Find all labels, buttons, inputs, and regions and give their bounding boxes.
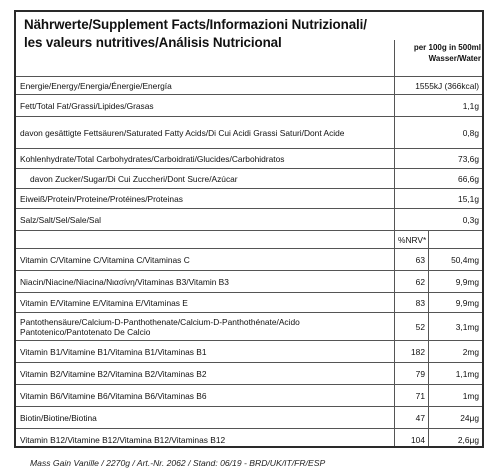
table-row-biotin	[16, 406, 482, 428]
nutrition-facts-panel	[14, 10, 484, 448]
row-amount: 1mg	[428, 385, 482, 406]
row-value: 73,6g	[394, 149, 482, 168]
table-row-pantothenic-acid	[16, 312, 482, 340]
row-nrv: 62	[394, 271, 428, 292]
row-label: Vitamin B12/Vitamine B12/Vitamina B12/Vitaminas B12	[20, 434, 226, 445]
row-label: Niacin/Niacine/Niacina/Νιασίνη/Vitaminas B3/Vitamin B3	[20, 276, 229, 287]
row-label: Eiweiß/Protein/Proteine/Protéines/Proteinas	[20, 193, 183, 204]
row-nrv: 104	[394, 429, 428, 448]
row-value: 1,1g	[394, 95, 482, 116]
row-label: Biotin/Biotine/Biotina	[20, 412, 97, 423]
row-label: Vitamin B6/Vitamine B6/Vitamina B6/Vitaminas B6	[20, 390, 207, 401]
nrv-header: %NRV*	[394, 231, 428, 248]
amount-header-empty	[428, 231, 482, 248]
table-row-vitamin-b12	[16, 428, 482, 448]
table-row-niacin	[16, 270, 482, 292]
row-label: Vitamin B2/Vitamine B2/Vitamina B2/Vitaminas B2	[20, 368, 207, 379]
row-amount: 2mg	[428, 341, 482, 362]
row-label: davon Zucker/Sugar/Di Cui Zuccheri/Dont Sucre/Azúcar	[30, 173, 238, 184]
table-row-nrv-header	[16, 230, 482, 248]
table-row-salt	[16, 208, 482, 230]
row-value: 0,8g	[394, 117, 482, 148]
header-col-line-2: Wasser/Water	[428, 53, 481, 63]
row-label: Salz/Salt/Sel/Sale/Sal	[20, 214, 102, 225]
table-row-vitamin-b1	[16, 340, 482, 362]
table-row-vitamin-c	[16, 248, 482, 270]
row-label: Energie/Energy/Energia/Énergie/Energía	[20, 80, 172, 91]
row-amount: 1,1mg	[428, 363, 482, 384]
table-row-vitamin-b6	[16, 384, 482, 406]
table-row-energy	[16, 76, 482, 94]
row-label: Vitamin C/Vitamine C/Vitamina C/Vitaminas C	[20, 254, 190, 265]
row-nrv: 47	[394, 407, 428, 428]
panel-title	[24, 16, 384, 52]
row-label: Vitamin E/Vitamine E/Vitamina E/Vitaminas E	[20, 297, 188, 308]
row-nrv: 79	[394, 363, 428, 384]
row-amount: 3,1mg	[428, 313, 482, 340]
row-amount: 9,9mg	[428, 293, 482, 312]
row-label: Kohlenhydrate/Total Carbohydrates/Carboidrati/Glucides/Carbohidratos	[20, 153, 285, 164]
row-label: Pantothensäure/Calcium-D-Panthothenate/Calcium-D-Panthothénate/Acido Pantotenico/Pantotenato De Calcio	[20, 316, 300, 337]
per-100g-header	[394, 40, 484, 77]
table-row-carbohydrates	[16, 148, 482, 168]
title-line-2: les valeurs nutritives/Análisis Nutricional	[24, 35, 282, 50]
row-label: Fett/Total Fat/Grassi/Lipides/Grasas	[20, 100, 154, 111]
table-row-sugar	[16, 168, 482, 188]
row-value: 0,3g	[394, 209, 482, 230]
table-row-vitamin-b2	[16, 362, 482, 384]
product-footer: Mass Gain Vanille / 2270g / Art.-Nr. 2062 / Stand: 06/19 - BRD/UK/IT/FR/ESP	[30, 458, 326, 468]
nutrition-table	[16, 76, 482, 448]
row-amount: 50,4mg	[428, 249, 482, 270]
table-row-saturated-fat	[16, 116, 482, 148]
row-amount: 2,6μg	[428, 429, 482, 448]
row-nrv: 52	[394, 313, 428, 340]
table-row-fat	[16, 94, 482, 116]
row-value: 15,1g	[394, 189, 482, 208]
row-value: 66,6g	[394, 169, 482, 188]
row-label: Vitamin B1/Vitamine B1/Vitamina B1/Vitaminas B1	[20, 346, 207, 357]
title-line-1: Nährwerte/Supplement Facts/Informazioni Nutrizionali/	[24, 17, 367, 32]
row-amount: 9,9mg	[428, 271, 482, 292]
row-nrv: 83	[394, 293, 428, 312]
row-label: davon gesättigte Fettsäuren/Saturated Fatty Acids/Di Cui Acidi Grassi Saturi/Dont Acide	[20, 127, 345, 138]
row-amount: 24μg	[428, 407, 482, 428]
table-row-vitamin-e	[16, 292, 482, 312]
table-row-protein	[16, 188, 482, 208]
row-nrv: 63	[394, 249, 428, 270]
header-col-line-1: per 100g in 500ml	[413, 43, 481, 52]
row-value: 1555kJ (366kcal)	[394, 77, 482, 94]
row-nrv: 182	[394, 341, 428, 362]
row-nrv: 71	[394, 385, 428, 406]
